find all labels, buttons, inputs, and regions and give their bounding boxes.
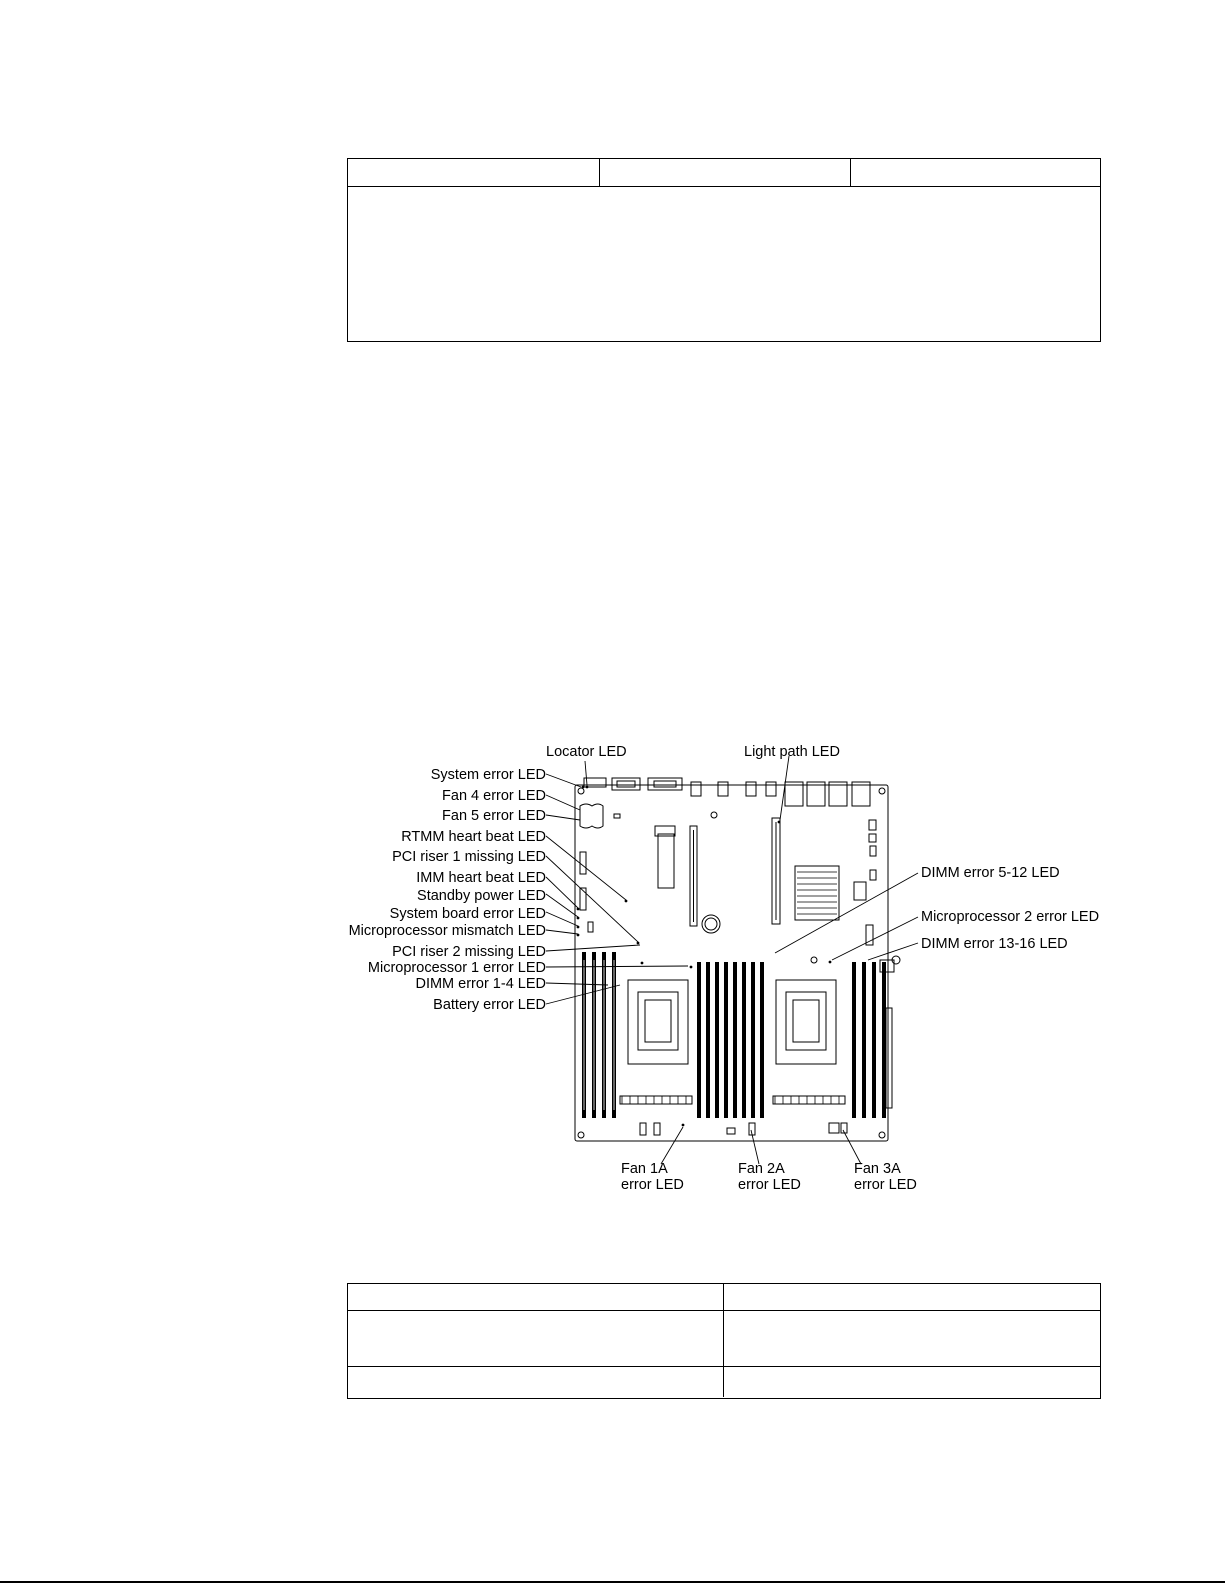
label-standby-power-led: Standby power LED	[417, 888, 546, 904]
label-battery-error-led: Battery error LED	[433, 997, 546, 1013]
bottom-table	[347, 1283, 1101, 1399]
label-fan3a-line1: Fan 3A	[854, 1161, 901, 1177]
label-fan2a-line2: error LED	[738, 1177, 801, 1193]
label-light-path-led: Light path LED	[744, 744, 840, 760]
label-system-board-error-led: System board error LED	[389, 906, 546, 922]
label-fan3a-line2: error LED	[854, 1177, 917, 1193]
cpu1-socket	[628, 980, 688, 1064]
label-fan5-error-led: Fan 5 error LED	[442, 808, 546, 824]
label-dimm-error-1-4-led: DIMM error 1-4 LED	[415, 976, 546, 992]
label-pci-riser1-missing-led: PCI riser 1 missing LED	[392, 849, 546, 865]
label-locator-led: Locator LED	[546, 744, 627, 760]
label-fan1a-line2: error LED	[621, 1177, 684, 1193]
label-microprocessor-mismatch-led: Microprocessor mismatch LED	[348, 923, 546, 939]
label-fan1a-line1: Fan 1A	[621, 1161, 668, 1177]
page-bottom-rule	[0, 1581, 1225, 1583]
label-dimm-error-5-12-led: DIMM error 5-12 LED	[921, 865, 1060, 881]
bottom-table-row-divider	[348, 1310, 1100, 1311]
label-pci-riser2-missing-led: PCI riser 2 missing LED	[392, 944, 546, 960]
label-rtmm-heart-beat-led: RTMM heart beat LED	[401, 829, 546, 845]
label-imm-heart-beat-led: IMM heart beat LED	[416, 870, 546, 886]
label-microprocessor1-error-led: Microprocessor 1 error LED	[367, 960, 546, 976]
cpu2-socket	[776, 980, 836, 1064]
bottom-table-col-divider	[723, 1284, 724, 1397]
label-fan2a-line1: Fan 2A	[738, 1161, 785, 1177]
system-board-outline	[575, 785, 888, 1141]
label-dimm-error-13-16-led: DIMM error 13-16 LED	[921, 936, 1068, 952]
label-system-error-led: System error LED	[430, 767, 546, 783]
bottom-table-row-divider	[348, 1366, 1100, 1367]
label-fan4-error-led: Fan 4 error LED	[442, 788, 546, 804]
label-microprocessor2-error-led: Microprocessor 2 error LED	[921, 909, 1100, 925]
